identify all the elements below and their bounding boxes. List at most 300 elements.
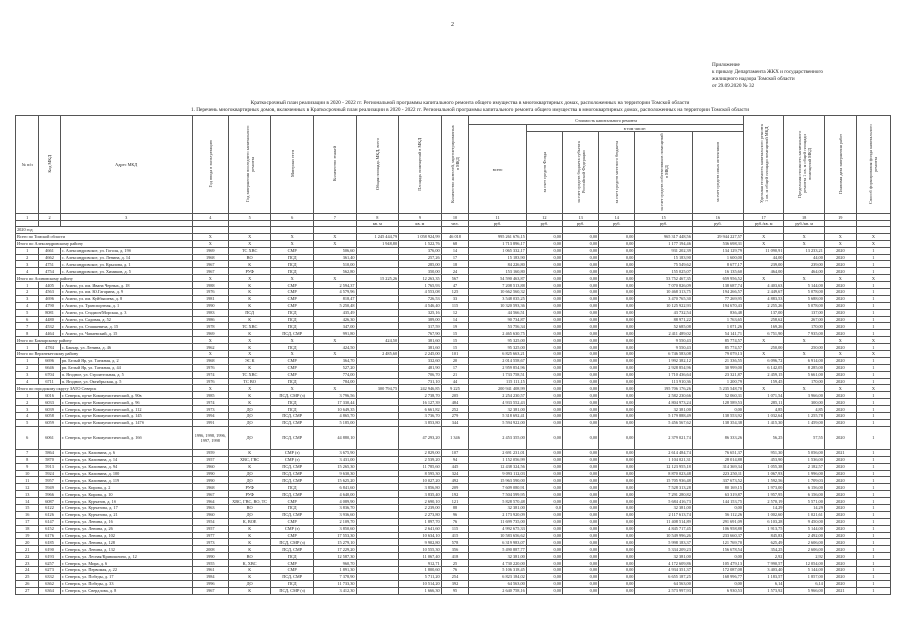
cell-e: Х	[313, 351, 356, 358]
cell-i: 138 354,38	[692, 419, 743, 426]
cell-i: 28 014,88	[692, 456, 743, 463]
unit-cell: руб.	[635, 221, 692, 227]
cell-bs: 0,00	[563, 295, 599, 302]
cell-p: 317,59	[399, 323, 442, 330]
cell-s: 113 910,36	[635, 378, 692, 385]
cell-sp: 1	[856, 323, 890, 330]
col-god: Год ввода в эксплуатацию	[192, 116, 228, 214]
cell-pr: 267,00	[784, 316, 824, 323]
cell-mat: ПСД	[271, 344, 314, 351]
cell-bs: 0,00	[563, 553, 599, 560]
cell-bs: 0,00	[563, 426, 599, 449]
cell-zh: 24	[441, 268, 469, 275]
cell-k: 6362	[39, 580, 60, 587]
cell-o	[356, 449, 399, 456]
cell-k: 4696	[39, 295, 60, 302]
cell-pg: 2021	[824, 587, 856, 594]
cell-f: 0,00	[526, 261, 562, 268]
cell-zav: К	[228, 330, 271, 337]
cell-zh: 21	[441, 371, 469, 378]
cell-bs: 0,00	[563, 504, 599, 511]
cell-sp: 1	[856, 406, 890, 413]
col-pred-st: Предельная стоимость капитального ремонта 1 кв. м общей площади помещений МКД	[784, 116, 824, 214]
cell-i: 105 479,13	[692, 560, 743, 567]
cell-a: г. Северск, ул. Калинина, д. 94	[60, 463, 192, 470]
cell-sp: 1	[856, 532, 890, 539]
cell-bm: 0,00	[599, 240, 635, 247]
cell-sp: 1	[856, 357, 890, 364]
cell-e: 2 109,70	[313, 518, 356, 525]
cell-god: 1954	[192, 518, 228, 525]
cell-bm: 0,00	[599, 525, 635, 532]
cell-zav: К, ВОЕ	[228, 518, 271, 525]
cell-e: 424,50	[313, 344, 356, 351]
cell-zav: ДО	[228, 580, 271, 587]
cell-pr: 170,00	[784, 323, 824, 330]
table-row	[16, 399, 891, 406]
cell-s: 2 928 854,96	[635, 364, 692, 371]
cell-pg: 2020	[824, 491, 856, 498]
cell-i: 63 319,87	[692, 491, 743, 498]
cell-mat: СМР	[271, 371, 314, 378]
cell-zav: К	[228, 573, 271, 580]
cell-p: 2 273,80	[399, 511, 442, 518]
cell-bs: 0,00	[563, 302, 599, 309]
cell-god: 1967	[192, 587, 228, 594]
cell-o	[356, 261, 399, 268]
cell-k: 6087	[39, 498, 60, 505]
cell-v: 6 319 983,07	[469, 539, 526, 546]
cell-u: 2,92	[743, 553, 783, 560]
cell-n: 12	[16, 484, 39, 491]
cell-s: 9 550,43	[635, 337, 692, 344]
cell-zav: К	[228, 463, 271, 470]
cell-sp: 1	[856, 511, 890, 518]
section-row	[16, 233, 891, 240]
cell-u: 285,11	[743, 399, 783, 406]
cell-p: 1 765,93	[399, 282, 442, 289]
table-row	[16, 518, 891, 525]
cell-u: 2 255,26	[743, 302, 783, 309]
cell-s: 2 117 613,74	[635, 511, 692, 518]
cell-v: 54 590 463,87	[469, 275, 526, 282]
column-number	[856, 214, 890, 221]
cell-e: Х	[313, 337, 356, 344]
col-cost-group: Стоимость капитального ремонта	[469, 116, 744, 125]
cell-mat: ПСД	[271, 268, 314, 275]
cell-s: 155 025,07	[635, 268, 692, 275]
cell-o: 424,50	[356, 337, 399, 344]
section-row	[16, 337, 891, 344]
cell-f	[526, 227, 562, 234]
cell-god: 1957	[192, 456, 228, 463]
cell-mat: ПСД	[271, 580, 314, 587]
cell-zh: 492	[441, 477, 469, 484]
cell-zh: 12	[441, 309, 469, 316]
cell-pm: 12 263,35	[399, 275, 442, 282]
cell-s: 5 179 888,49	[635, 413, 692, 420]
col-sobst: за счет средств собственников помещений в МКД	[635, 132, 692, 214]
cell-bs: 0,00	[563, 399, 599, 406]
cell-pr: 250,00	[784, 344, 824, 351]
cell-mat: СМР	[271, 289, 314, 296]
cell-f: 0,00	[526, 268, 562, 275]
cell-bs: 0,00	[563, 316, 599, 323]
cell-mat: СМР (з)	[271, 449, 314, 456]
cell-sp: 1	[856, 330, 890, 337]
cell-bm: 0,00	[599, 330, 635, 337]
cell-god	[192, 227, 228, 234]
cell-p: 2 641,60	[399, 525, 442, 532]
cell-god: 1976	[192, 364, 228, 371]
cell-zh: 14	[441, 316, 469, 323]
cell-i: 134 129,79	[692, 247, 743, 254]
cell-p: 2 539,20	[399, 456, 442, 463]
cell-v: 95 325,00	[469, 344, 526, 351]
table-row	[16, 261, 891, 268]
col-etazh: Количество этажей	[313, 116, 356, 214]
cell-v: 1 152 056,99	[469, 456, 526, 463]
cell-i: 21 336,55	[692, 357, 743, 364]
cell-mat: ПСД, СМР	[271, 546, 314, 553]
cell-e: 991,80	[313, 330, 356, 337]
cell-k: 6711	[39, 378, 60, 385]
cell-n: 24	[16, 566, 39, 573]
cell-i: 156 678,54	[692, 546, 743, 553]
cell-zh: 209	[441, 484, 469, 491]
cell-f: 0,00	[526, 413, 562, 420]
cell-pr: 5 144,00	[784, 282, 824, 289]
cell-n: 25	[16, 573, 39, 580]
document-title	[60, 100, 880, 114]
cell-v: 200 941 408,99	[469, 385, 526, 392]
cell-u: 1 032,64	[743, 413, 783, 420]
table-row	[16, 268, 891, 275]
cell-k: 6704	[39, 371, 60, 378]
cell-god: 1968	[192, 357, 228, 364]
cell-e: Х	[313, 240, 356, 247]
cell-bm: 0,00	[599, 309, 635, 316]
cell-zh: 484	[441, 399, 469, 406]
cell-god: 1973	[192, 539, 228, 546]
cell-bm: 0,00	[599, 546, 635, 553]
cell-bm: 0,00	[599, 518, 635, 525]
cell-mat: ПСД, СМР	[271, 573, 314, 580]
cell-zav: РУФ	[228, 268, 271, 275]
cell-f: 0,00	[526, 566, 562, 573]
cell-n: 7	[16, 449, 39, 456]
cell-e: 4 640,00	[313, 491, 356, 498]
cell-o: 1 948,80	[356, 240, 399, 247]
cell-a: г. Северск, пр-кт Коммунистический, д. 16б	[60, 426, 192, 449]
cell-n: 8	[16, 330, 39, 337]
col-pom: Площадь помещений в МКД	[399, 116, 442, 214]
cell-v: 6 823 184,02	[469, 573, 526, 580]
cell-e: 17 330,44	[313, 399, 356, 406]
cell-pr: 3 966,00	[784, 392, 824, 399]
cell-k: 4661	[39, 247, 60, 254]
cell-o	[356, 587, 399, 594]
cell-o	[356, 539, 399, 546]
cell-k: 4790	[39, 302, 60, 309]
cell-sp: 1	[856, 247, 890, 254]
cell-n: 6	[16, 426, 39, 449]
cell-a: г. Северск, ул. Калинина, д. 100	[60, 470, 192, 477]
cell-god: 1985	[192, 392, 228, 399]
cell-zh: 205	[441, 392, 469, 399]
cell-i: 80 169,15	[692, 484, 743, 491]
cell-i: 138 553,92	[692, 413, 743, 420]
cell-mat: ПСД	[271, 406, 314, 413]
cell-bs: 0,00	[563, 289, 599, 296]
cell-e: 527,20	[313, 364, 356, 371]
cell-f: 0,00	[526, 344, 562, 351]
cell-s: 8 870 023,48	[635, 470, 692, 477]
cell-zav: К	[228, 539, 271, 546]
cell-u: 1 002,60	[743, 511, 783, 518]
cell-pr: 137,00	[784, 309, 824, 316]
cell-f: 0,00	[526, 470, 562, 477]
table-row	[16, 371, 891, 378]
cell-n: 21	[16, 546, 39, 553]
cell-e: 3 412,30	[313, 587, 356, 594]
cell-o: 1 245 444,79	[356, 233, 399, 240]
cell-mat: Х	[271, 337, 314, 344]
cell-pg: 2020	[824, 553, 856, 560]
cell-bm: 0,00	[599, 498, 635, 505]
cell-v: 7 208 513,88	[469, 282, 526, 289]
cell-zh: 94	[441, 456, 469, 463]
cell-bs: 0,00	[563, 233, 599, 240]
column-number: 13	[563, 214, 599, 221]
cell-bm: 0,00	[599, 261, 635, 268]
cell-zh: 44	[441, 378, 469, 385]
cell-i: 79 079,13	[692, 351, 743, 358]
cell-k: 4563	[39, 289, 60, 296]
cell-zav: Х	[228, 337, 271, 344]
cell-bs: 0,00	[563, 470, 599, 477]
cell-bm: 0,00	[599, 247, 635, 254]
cell-pr: 6 156,00	[784, 484, 824, 491]
cell-s: 75 549,62	[635, 261, 692, 268]
cell-k: 4464	[39, 330, 60, 337]
cell-u: 1 067,93	[743, 470, 783, 477]
table-row	[16, 491, 891, 498]
cell-pr: 2 606,00	[784, 546, 824, 553]
cell-e: 4 579,96	[313, 289, 356, 296]
cell-f: 0,00	[526, 337, 562, 344]
cell-i: 54 141,71	[692, 330, 743, 337]
cell-s: 5 998 183,37	[635, 539, 692, 546]
cell-zav: К	[228, 399, 271, 406]
cell-s: 5 684 416,73	[635, 498, 692, 505]
cell-bm: 0,00	[599, 351, 635, 358]
cell-sp: 1	[856, 426, 890, 449]
cell-v: 2 453 355,00	[469, 426, 526, 449]
cell-zh: 20	[441, 357, 469, 364]
cell-k: 4754	[39, 268, 60, 275]
cell-pr: 2 182,57	[784, 463, 824, 470]
cell-bs: 0,00	[563, 364, 599, 371]
cell-u: 137,00	[743, 309, 783, 316]
cell-k: 4751	[39, 261, 60, 268]
unit-cell: руб.	[563, 221, 599, 227]
cell-o	[356, 470, 399, 477]
cell-bs: 0,00	[563, 344, 599, 351]
cell-bs: 0,00	[563, 419, 599, 426]
cell-u: 14,29	[743, 504, 783, 511]
col-zav: Год завершения последнего капитального ремонта	[228, 116, 271, 214]
cell-s: 43 732,54	[635, 309, 692, 316]
cell-bs: 0,00	[563, 378, 599, 385]
cell-e: 960,70	[313, 560, 356, 567]
cell-p: 389,00	[399, 316, 442, 323]
cell-o	[356, 289, 399, 296]
cell-f: 0,0	[526, 504, 562, 511]
cell-v: 4 933 552,43	[469, 399, 526, 406]
cell-pr: 2,92	[784, 553, 824, 560]
table-row	[16, 566, 891, 573]
unit-cell: руб./кв. м	[784, 221, 824, 227]
table-row	[16, 302, 891, 309]
cell-o	[356, 254, 399, 261]
cell-s: 15 183,90	[635, 254, 692, 261]
cell-s: 1 710 436,64	[635, 371, 692, 378]
cell-pg: 2020	[824, 498, 856, 505]
cell-o	[356, 525, 399, 532]
cell-v: 10 320 593,36	[469, 302, 526, 309]
table-row	[16, 357, 891, 364]
cell-zav: К, ХВС	[228, 560, 271, 567]
cell-a: рп. Белый Яр, ул. Таежная, д. 44	[60, 364, 192, 371]
cell-zav: К	[228, 316, 271, 323]
cell-bm: 0,00	[599, 553, 635, 560]
cell-bs: 0,00	[563, 456, 599, 463]
cell-bs: 0,00	[563, 573, 599, 580]
cell-bs: 0,00	[563, 323, 599, 330]
table-row	[16, 295, 891, 302]
cell-zh: 95	[441, 587, 469, 594]
cell-f: 0,00	[526, 240, 562, 247]
cell-f: 0,00	[526, 546, 562, 553]
cell-k: 8081	[39, 309, 60, 316]
cell-god: 1974	[192, 399, 228, 406]
cell-bm: 0,00	[599, 275, 635, 282]
cell-sp: 1	[856, 546, 890, 553]
cell-pr: 1 857,00	[784, 573, 824, 580]
cell-i: 194 670,43	[692, 302, 743, 309]
cell-bs: 0,00	[563, 525, 599, 532]
cell-bs: 0,00	[563, 546, 599, 553]
cell-sp: 1	[856, 254, 890, 261]
cell-pg: 2020	[824, 560, 856, 567]
cell-o	[356, 399, 399, 406]
cell-f: 0,00	[526, 289, 562, 296]
cell-pg: 2020	[824, 302, 856, 309]
cell-bs: 0,00	[563, 587, 599, 594]
cell-e: 3 836,70	[313, 504, 356, 511]
cell-god: Х	[192, 385, 228, 392]
section-label: Итого по Верхнекетскому району	[16, 351, 193, 358]
cell-s: 1 104 021,31	[635, 456, 692, 463]
cell-god: 1986	[192, 316, 228, 323]
cell-e: 10 649,35	[313, 406, 356, 413]
cell-v: 64 563,00	[469, 580, 526, 587]
cell-god: 1969	[192, 247, 228, 254]
cell-e: 506,60	[313, 247, 356, 254]
unit-cell: кв. м	[356, 221, 399, 227]
cell-e: 3 431,00	[313, 456, 356, 463]
cell-bs: 0,00	[563, 566, 599, 573]
cell-bm: 0,00	[599, 406, 635, 413]
cell-k: 4405	[39, 282, 60, 289]
cell-pr: 300,00	[784, 399, 824, 406]
cell-zav: ВО	[228, 553, 271, 560]
cell-pr: 6,14	[784, 580, 824, 587]
cell-o	[356, 573, 399, 580]
cell-v: 5 106 318,45	[469, 566, 526, 573]
cell-zav: ХВС, ГВС, ВО, ТС	[228, 498, 271, 505]
cell-f: 0,00	[526, 357, 562, 364]
section-label: Итого по Бакчарскому району	[16, 337, 193, 344]
cell-zh: 445	[441, 463, 469, 470]
table-row	[16, 580, 891, 587]
cell-pm: 1 058 924,99	[399, 233, 442, 240]
cell-sp: Х	[856, 233, 890, 240]
cell-k: 6332	[39, 573, 60, 580]
cell-zav	[228, 227, 271, 234]
cell-s: 32 381,00	[635, 553, 692, 560]
cell-sp: 1	[856, 449, 890, 456]
cell-pr: 8 285,00	[784, 364, 824, 371]
unit-cell: руб.	[526, 221, 562, 227]
table-row	[16, 449, 891, 456]
cell-k: 6152	[39, 525, 60, 532]
cell-pg: Х	[824, 233, 856, 240]
cell-pr: Х	[784, 275, 824, 282]
cell-god: Х	[192, 351, 228, 358]
cell-mat: ПСД	[271, 316, 314, 323]
cell-a: г. Северск, ул. Победы, д. 17	[60, 573, 192, 580]
cell-p: 10 555,30	[399, 546, 442, 553]
cell-k: 6126	[39, 511, 60, 518]
cell-o	[356, 419, 399, 426]
cell-sp: 1	[856, 587, 890, 594]
cell-e: 11 733,30	[313, 580, 356, 587]
unit-cell: руб.	[692, 221, 743, 227]
cell-e: 4 865,70	[313, 413, 356, 420]
cell-n: 13	[16, 491, 39, 498]
cell-a: г. Северск, ул. Ленина, д. 132	[60, 546, 192, 553]
cell-n: 7	[16, 323, 39, 330]
appendix-line: жилищного надзора Томской области	[712, 76, 795, 82]
cell-k: 5949	[39, 484, 60, 491]
cell-pg: 2020	[824, 371, 856, 378]
cell-v: 115 111,15	[469, 378, 526, 385]
cell-zh: 46 018	[441, 233, 469, 240]
cell-v: 84 226,80	[469, 261, 526, 268]
cell-i: 85 774,57	[692, 344, 743, 351]
cell-k: 6696	[39, 357, 60, 364]
cell-u: 2 570,19	[743, 498, 783, 505]
cell-zav: ВО	[228, 254, 271, 261]
col-num: № п/п	[16, 116, 39, 214]
cell-s: 4 934 351,37	[635, 566, 692, 573]
cell-u: Х	[743, 240, 783, 247]
cell-zav: ТС ХВС	[228, 371, 271, 378]
cell-p: 376,00	[399, 247, 442, 254]
cell-sp: 1	[856, 413, 890, 420]
